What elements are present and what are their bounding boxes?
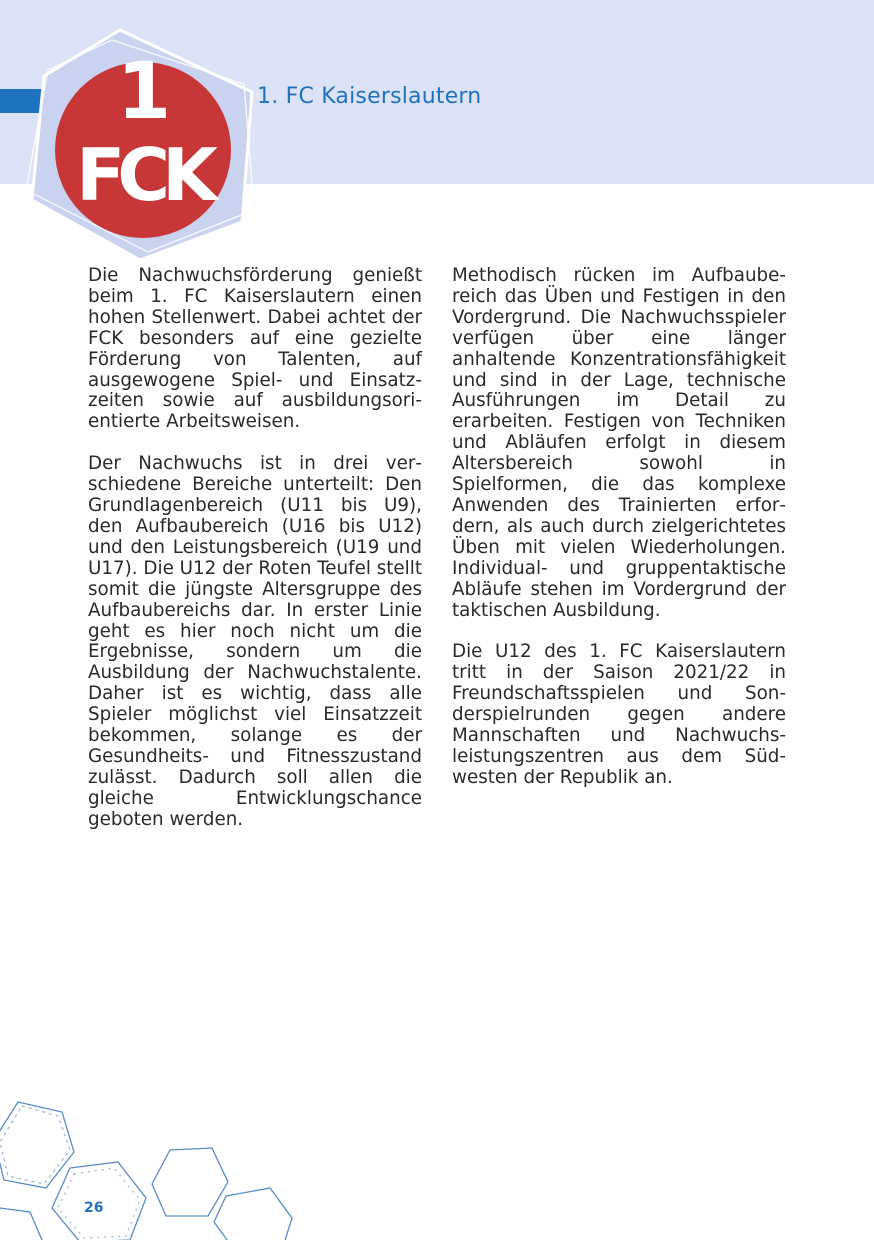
page-title: 1. FC Kaiserslautern xyxy=(257,84,482,109)
hexagon-pattern-icon xyxy=(0,1090,300,1240)
crest-number: 1 xyxy=(116,47,172,137)
page-number: 26 xyxy=(84,1200,104,1216)
fck-crest-icon xyxy=(20,22,265,267)
crest-letters: FCK xyxy=(76,133,210,217)
left-column xyxy=(88,266,422,852)
paragraph: Der Nachwuchs ist in drei verschiedene Bereiche unterteilt: Den Grundlagenbereich (U11 bis U9), den Aufbaubereich (U16 bis U12) und den Leistungsbereich (U19 und U17). Die U12 der Roten Teufel stellt somit die jüngste Altersgruppe des Aufbaubereichs dar. In erster Linie geht es hier noch nicht um die Ergebnisse, sondern um die Ausbildung der Nachwuchstalente. Daher ist es wichtig, dass alle Spieler möglichst viel Einsatzzeit bekommen, solange es der Gesundheits- und Fitnesszustand zulässt. Dadurch soll allen die gleiche Entwicklungschance geboten werden. xyxy=(88,453,422,830)
paragraph: Die Nachwuchsförderung genießt beim 1. FC Kaiserslautern einen hohen Stellenwert. Dabei achtet der FCK besonders auf eine gezielte Förderung von Talenten, auf ausgewogene Spiel- und Einsatzzeiten sowie auf ausbildungsorientierte Arbeitsweisen. xyxy=(88,265,422,433)
paragraph: Die U12 des 1. FC Kaiserslautern tritt in der Saison 2021/22 in Freundschaftsspielen und Sonderspielrunden gegen andere Mannschaften und Nachwuchsleistungszentren aus dem Südwesten der Republik an. xyxy=(452,641,786,788)
paragraph: Methodisch rücken im Aufbaubereich das Üben und Festigen in den Vordergrund. Die Nachwuchsspieler verfügen über eine länger anhaltende Konzentrationsfähigkeit und sind in der Lage, technische Ausführungen im Detail zu erarbeiten. Festigen von Techniken und Abläufen erfolgt in diesem Altersbereich sowohl in Spielformen, die das komplexe Anwenden des Trainierten erfordern, als auch durch zielgerichtetes Üben mit vielen Wiederholungen. Individual- und gruppentaktische Abläufe stehen im Vordergrund der taktischen Ausbildung. xyxy=(452,265,786,621)
right-column xyxy=(452,266,786,810)
